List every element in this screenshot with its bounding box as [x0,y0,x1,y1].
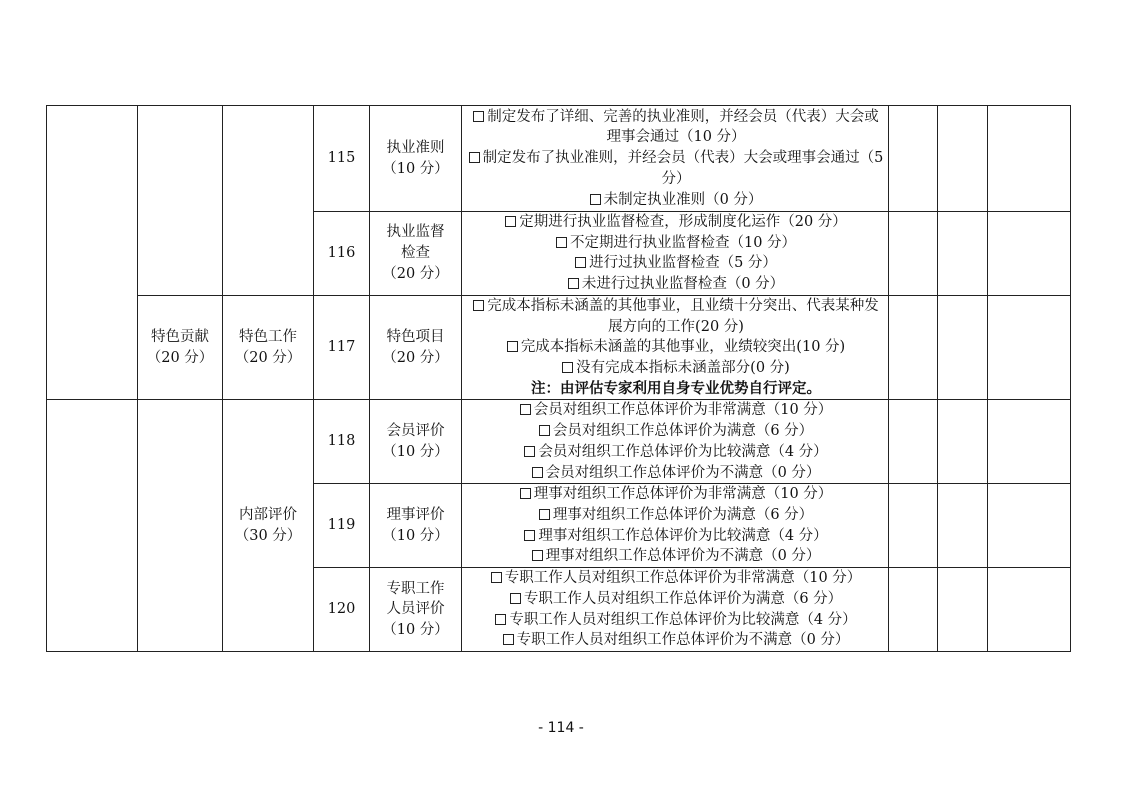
remarks-cell[interactable] [988,400,1071,484]
checkbox-icon[interactable] [520,404,531,415]
score-cell-b[interactable] [938,295,988,400]
score-cell-b[interactable] [938,568,988,652]
checkbox-icon[interactable] [491,572,502,583]
item-number-119: 119 [314,484,370,568]
criteria-option: 没有完成本指标未涵盖部分(0 分) [468,358,884,379]
category-1-cell-bottom [47,400,138,652]
item-name-115: 执业准则 （10 分） [370,106,462,212]
criteria-option: 制定发布了详细、完善的执业准则，并经会员（代表）大会或理事会通过（10 分） [468,107,884,148]
checkbox-icon[interactable] [524,530,535,541]
category-2-cell-top [138,106,223,296]
item-name-116: 执业监督 检查 （20 分） [370,212,462,296]
item-number-116: 116 [314,212,370,296]
score-cell-b[interactable] [938,484,988,568]
criteria-option: 完成本指标未涵盖的其他事业，且业绩十分突出、代表某种发展方向的工作(20 分) [468,296,884,337]
item-number-115: 115 [314,106,370,212]
checkbox-icon[interactable] [539,425,550,436]
item-number-118: 118 [314,400,370,484]
checkbox-icon[interactable] [524,446,535,457]
score-cell-a[interactable] [889,484,938,568]
criteria-option: 会员对组织工作总体评价为满意（6 分） [468,421,884,442]
criteria-option: 制定发布了执业准则，并经会员（代表）大会或理事会通过（5 分） [468,148,884,189]
category-3-internal-evaluation: 内部评价 （30 分） [223,400,314,652]
criteria-option: 理事对组织工作总体评价为满意（6 分） [468,505,884,526]
criteria-option: 进行过执业监督检查（5 分） [468,253,884,274]
remarks-cell[interactable] [988,295,1071,400]
item-name-119: 理事评价 （10 分） [370,484,462,568]
checkbox-icon[interactable] [562,362,573,373]
checkbox-icon[interactable] [568,278,579,289]
score-cell-a[interactable] [889,106,938,212]
criteria-option: 不定期进行执业监督检查（10 分） [468,233,884,254]
score-cell-b[interactable] [938,106,988,212]
score-cell-a[interactable] [889,212,938,296]
checkbox-icon[interactable] [556,237,567,248]
checkbox-icon[interactable] [532,467,543,478]
score-cell-a[interactable] [889,400,938,484]
score-cell-b[interactable] [938,212,988,296]
criteria-option: 定期进行执业监督检查，形成制度化运作（20 分） [468,212,884,233]
checkbox-icon[interactable] [532,550,543,561]
item-name-117: 特色项目 （20 分） [370,295,462,400]
checkbox-icon[interactable] [575,257,586,268]
checkbox-icon[interactable] [520,488,531,499]
category-2-special-contribution: 特色贡献 （20 分） [138,295,223,400]
table-row-115 [47,106,1071,212]
checkbox-icon[interactable] [590,194,601,205]
criteria-option: 会员对组织工作总体评价为非常满意（10 分） [468,400,884,421]
criteria-option: 未进行过执业监督检查（0 分） [468,274,884,295]
criteria-116 [462,212,889,296]
remarks-cell[interactable] [988,106,1071,212]
checkbox-icon[interactable] [503,634,514,645]
item-name-120: 专职工作 人员评价 （10 分） [370,568,462,652]
checkbox-icon[interactable] [469,152,480,163]
category-3-special-work: 特色工作 （20 分） [223,295,314,400]
criteria-option: 理事对组织工作总体评价为非常满意（10 分） [468,484,884,505]
criteria-option: 理事对组织工作总体评价为不满意（0 分） [468,546,884,567]
score-cell-b[interactable] [938,400,988,484]
criteria-option: 专职工作人员对组织工作总体评价为满意（6 分） [468,589,884,610]
checkbox-icon[interactable] [495,614,506,625]
checkbox-icon[interactable] [539,509,550,520]
criteria-option: 理事对组织工作总体评价为比较满意（4 分） [468,526,884,547]
criteria-option: 专职工作人员对组织工作总体评价为非常满意（10 分） [468,568,884,589]
criteria-option: 会员对组织工作总体评价为比较满意（4 分） [468,442,884,463]
category-2-cell-bottom [138,400,223,652]
score-cell-a[interactable] [889,295,938,400]
category-1-cell-top [47,106,138,400]
page-number: - 114 - [538,720,584,736]
criteria-option: 完成本指标未涵盖的其他事业，业绩较突出(10 分) [468,337,884,358]
criteria-118 [462,400,889,484]
criteria-119 [462,484,889,568]
table-row-118 [47,400,1071,484]
criteria-115 [462,106,889,212]
item-number-120: 120 [314,568,370,652]
checkbox-icon[interactable] [505,216,516,227]
criteria-option: 专职工作人员对组织工作总体评价为不满意（0 分） [468,630,884,651]
score-cell-a[interactable] [889,568,938,652]
category-3-cell-top [223,106,314,296]
remarks-cell[interactable] [988,212,1071,296]
checkbox-icon[interactable] [507,341,518,352]
criteria-option: 专职工作人员对组织工作总体评价为比较满意（4 分） [468,610,884,631]
remarks-cell[interactable] [988,484,1071,568]
remarks-cell[interactable] [988,568,1071,652]
checkbox-icon[interactable] [473,111,484,122]
evaluation-table [46,105,1071,652]
checkbox-icon[interactable] [510,593,521,604]
criteria-option: 会员对组织工作总体评价为不满意（0 分） [468,463,884,484]
criteria-117 [462,295,889,400]
item-number-117: 117 [314,295,370,400]
criteria-note: 注：由评估专家利用自身专业优势自行评定。 [531,379,821,397]
criteria-120 [462,568,889,652]
criteria-option: 未制定执业准则（0 分） [468,190,884,211]
checkbox-icon[interactable] [473,300,484,311]
table-row-117 [47,295,1071,400]
item-name-118: 会员评价 （10 分） [370,400,462,484]
